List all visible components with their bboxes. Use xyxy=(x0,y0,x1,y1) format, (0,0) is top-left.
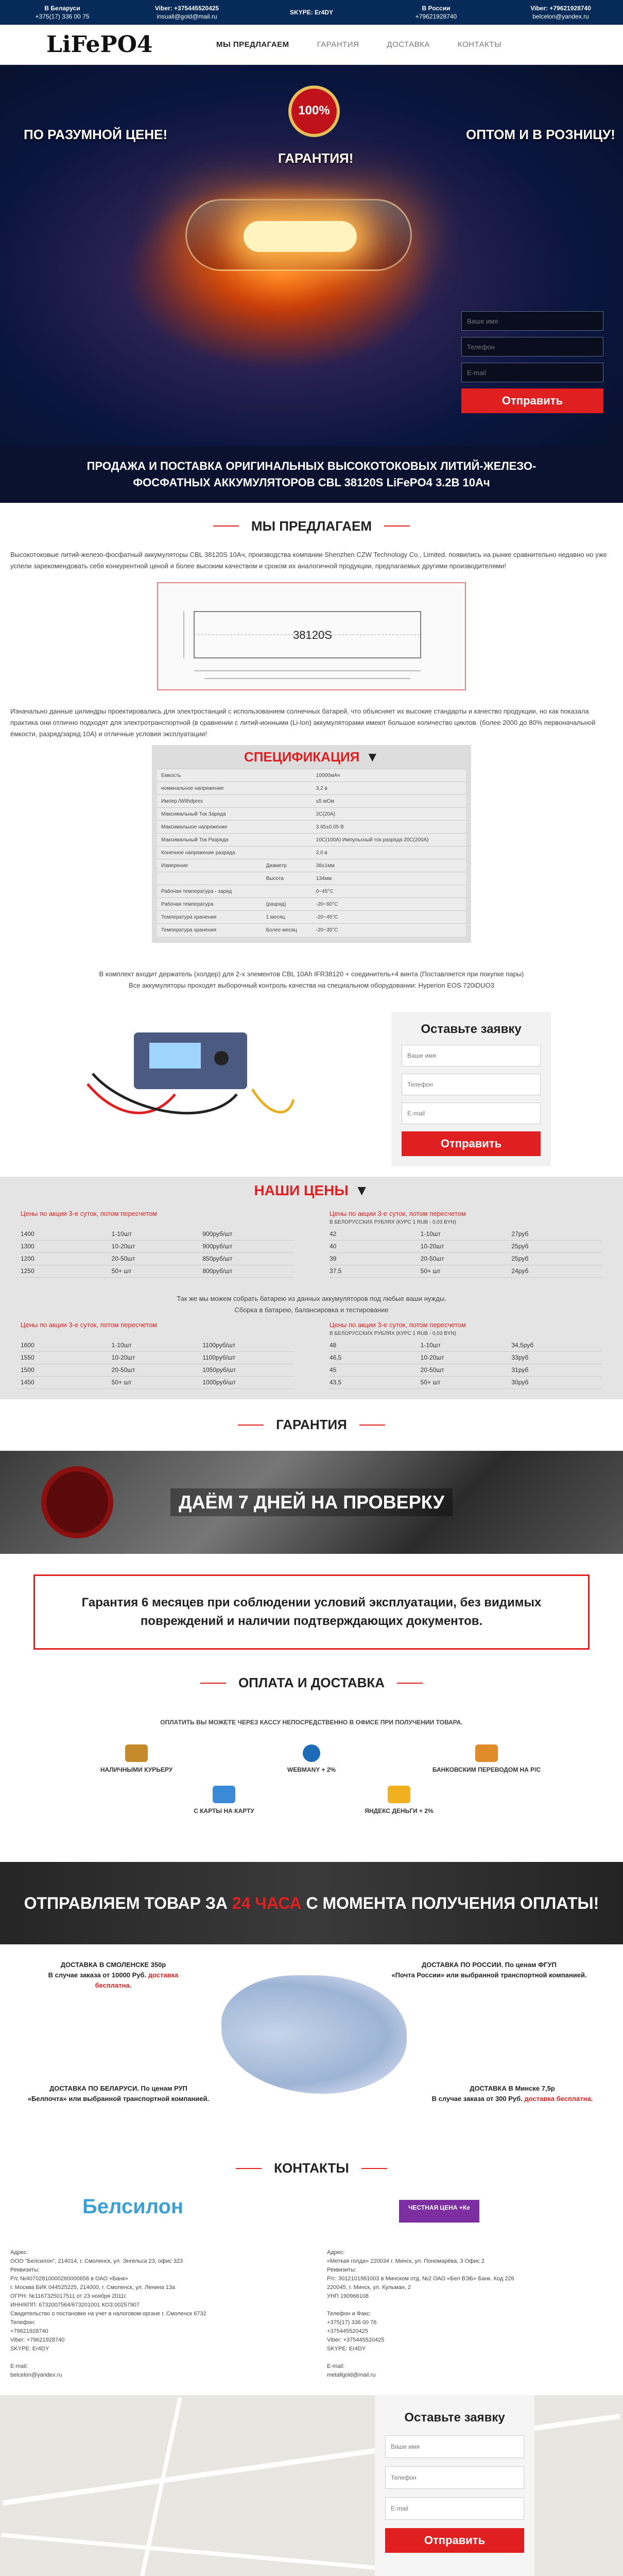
price-cell: 1200 xyxy=(21,1255,34,1262)
delivery-smolensk xyxy=(36,1960,191,1991)
price-cell: 20-50шт xyxy=(420,1255,444,1262)
price-row xyxy=(21,1364,293,1377)
spec-header xyxy=(152,745,471,769)
form-title: Оставьте заявку xyxy=(404,2410,505,2425)
price-cell: 20-50шт xyxy=(111,1255,135,1262)
charger-icon xyxy=(72,1012,299,1130)
price-cell: 39 xyxy=(330,1255,337,1262)
payment-label: БАНКОВСКИМ ПЕРЕВОДОМ НА Р/С xyxy=(432,1766,541,1773)
section-title-text: ОПЛАТА И ДОСТАВКА xyxy=(238,1675,385,1690)
price-cell: 1-10шт xyxy=(111,1342,132,1349)
prices-title: НАШИ ЦЕНЫ xyxy=(254,1182,349,1198)
price-cell: 1050руб/шт xyxy=(202,1366,236,1374)
prices-header xyxy=(0,1177,623,1205)
svg-text:38120S: 38120S xyxy=(293,629,332,641)
spec-cell: Импер./Withdpres xyxy=(157,795,262,808)
contact-line: +79621928740 xyxy=(415,13,457,20)
price-cell: 900руб/шт xyxy=(202,1243,233,1250)
offer-paragraph-2: Изначально данные цилиндры проектировались для электростанций с использованием солнечных батарей, что объясняет их высокие стандарты и качество продукции, но как показала практика они отлично подходят для электротранспортной (в сравнении с литий-ионными (Li-Ion) аккумуляторами имеют большое количество циклов. (более 2000 до 80% первоначальной ёмкости, разряд/заряд 10А) и отличные условия эксплуатации! xyxy=(10,707,596,738)
spec-cell xyxy=(262,808,312,821)
spec-cell: 10C(100A) Импульсный ток разряда 20C(200A) xyxy=(312,834,466,846)
spec-cell: Емкость xyxy=(157,769,262,782)
site-logo[interactable]: LiFePO4 xyxy=(46,31,153,58)
guarantee-badge: 100% xyxy=(288,86,340,137)
contact-belarus xyxy=(0,4,125,21)
spec-row xyxy=(157,898,466,911)
shipping-text xyxy=(24,1892,599,1914)
spec-cell: 1 месяц xyxy=(262,911,312,924)
contact-title: В Беларуси xyxy=(44,5,80,12)
price-cell: 40 xyxy=(330,1243,337,1250)
spec-cell: Температура хранения xyxy=(157,911,262,924)
delivery-line: В случае заказа от 300 Руб. xyxy=(431,2094,523,2103)
contact-viber-by xyxy=(125,4,249,21)
bank-icon xyxy=(475,1744,498,1762)
prices-left-head: Цены по акции 3-е суток, потом пересчетом xyxy=(21,1320,157,1329)
payment-subtitle: ОПЛАТИТЬ ВЫ МОЖЕТЕ ЧЕРЕЗ КАССУ НЕПОСРЕДСТВЕННО В ОФИСЕ ПРИ ПОЛУЧЕНИИ ТОВАРА. xyxy=(160,1718,463,1726)
spec-cell xyxy=(262,821,312,834)
spec-cell: 134мм xyxy=(312,872,466,885)
delivery-line: В случае заказа от 10000 Руб. xyxy=(48,1971,147,1979)
price-cell: 48 xyxy=(330,1342,337,1349)
chevron-down-icon: ▼ xyxy=(354,1182,369,1198)
webmoney-icon xyxy=(303,1744,320,1762)
form-title: Оставьте заявку xyxy=(421,1022,522,1036)
submit-button[interactable]: Отправить xyxy=(402,1131,541,1156)
spec-cell: Максимальный Ток Разряда xyxy=(157,834,262,846)
price-cell: 1100руб/шт xyxy=(202,1342,236,1349)
contacts-brands xyxy=(0,2187,623,2228)
kit-line-2: Все аккумуляторы проходят выборочный контроль качества на специальном оборудовании: Hyperion EOS 720iDUO3 xyxy=(129,981,494,989)
spec-cell: 2,0 в xyxy=(312,846,466,859)
payment-label: С КАРТЫ НА КАРТУ xyxy=(194,1807,254,1815)
price-row xyxy=(330,1364,602,1377)
prices-table-2 xyxy=(0,1321,623,1389)
prices-right-2 xyxy=(330,1321,602,1389)
price-row xyxy=(21,1340,293,1352)
spec-cell: -20~60°C xyxy=(312,898,466,911)
price-cell: 25руб xyxy=(511,1255,529,1262)
price-cell: 1600 xyxy=(21,1342,34,1349)
spec-row xyxy=(157,808,466,821)
top-contact-bar xyxy=(0,0,623,25)
spec-row xyxy=(157,859,466,872)
contacts-section-title xyxy=(0,2150,623,2187)
prices-right-head-text: Цены по акции 3-е суток, потом пересчетом xyxy=(330,1209,466,1217)
price-row xyxy=(330,1352,602,1364)
hero-banner xyxy=(0,65,623,446)
prices-left xyxy=(21,1210,293,1278)
hero-email-input[interactable] xyxy=(461,363,603,382)
spec-title: СПЕЦИФИКАЦИЯ xyxy=(244,749,360,765)
spec-cell: Рабочая температура - заряд xyxy=(157,885,262,898)
chevron-down-icon: ▼ xyxy=(366,749,379,765)
prices-left-2 xyxy=(21,1321,293,1389)
spec-cell xyxy=(262,885,312,898)
section-title-text: МЫ ПРЕДЛАГАЕМ xyxy=(251,518,372,534)
delivery-title: ДОСТАВКА ПО РОССИИ. По ценам ФГУП xyxy=(422,1960,557,1969)
price-cell: 24руб xyxy=(511,1267,529,1275)
spec-cell: номинальное напряжение xyxy=(157,782,262,795)
spec-cell: Температура хранения xyxy=(157,924,262,937)
payment-card xyxy=(136,1780,312,1821)
spec-row xyxy=(157,872,466,885)
spec-cell: Диаметр xyxy=(262,859,312,872)
price-cell: 34,5руб xyxy=(511,1342,534,1349)
hero-submit-button[interactable]: Отправить xyxy=(461,388,603,413)
price-cell: 900руб/шт xyxy=(202,1230,233,1238)
price-row xyxy=(21,1377,293,1389)
price-row xyxy=(21,1352,293,1364)
card-icon xyxy=(213,1786,235,1803)
price-cell: 42 xyxy=(330,1230,337,1238)
spec-row xyxy=(157,834,466,846)
hero-left-title: ПО РАЗУМНОЙ ЦЕНЕ! xyxy=(24,127,168,142)
technical-drawing-icon xyxy=(158,583,465,689)
nav-item-delivery[interactable]: ДОСТАВКА xyxy=(387,40,430,49)
hero-name-input[interactable] xyxy=(461,311,603,331)
price-cell: 20-50шт xyxy=(420,1366,444,1374)
contact-russia xyxy=(374,4,498,21)
section-title-text: КОНТАКТЫ xyxy=(274,2160,349,2176)
prices-table-1 xyxy=(0,1210,623,1278)
price-cell: 25руб xyxy=(511,1243,529,1250)
price-cell: 10-20шт xyxy=(420,1354,444,1361)
contact-line: +375(17) 336 00 75 xyxy=(35,13,90,20)
email-input[interactable] xyxy=(385,2497,524,2520)
spec-cell: 0~45°C xyxy=(312,885,466,898)
name-input[interactable] xyxy=(402,1045,541,1066)
charger-image xyxy=(72,1012,299,1130)
price-cell: 20-50шт xyxy=(111,1366,135,1374)
delivery-title: ДОСТАВКА В Минске 7,5р xyxy=(470,2084,555,2092)
contacts-left: Адрес: ООО "Белсилон", 214014, г. Смоленск, ул. Энгельса 23, офис 323 Реквизиты: Р/с №40702810000260000656 в ОАО «Банк» г. Москва БИК 044525225, 214000, г. Смоленск, ул. Ленина 13а ОГРН: №1167325017511 от 23 ноября 2011г. ИНН/КПП: 6732007564/673201001 КОЗ:00257907 Свидетельство о постановке на учет в налоговом органе г. Смоленск 6732 Телефон: +79621928740 Viber: +79621928740 SKYPE: Er4DY E-mail: belcelon@yandex.ru xyxy=(10,2249,206,2378)
contact-title: Viber: +375445520425 xyxy=(154,5,219,12)
delivery-russia xyxy=(360,1960,618,1980)
hero-right-title: ОПТОМ И В РОЗНИЦУ! xyxy=(466,127,615,142)
price-cell: 10-20шт xyxy=(111,1243,135,1250)
delivery-title: ДОСТАВКА В СМОЛЕНСКЕ 350р xyxy=(60,1960,166,1969)
prices-section xyxy=(0,1177,623,1399)
hero-phone-input[interactable] xyxy=(461,337,603,357)
delivery-map xyxy=(0,1944,623,2150)
price-cell: 31руб xyxy=(511,1366,529,1374)
submit-button[interactable]: Отправить xyxy=(385,2528,524,2553)
price-cell: 1000руб/шт xyxy=(202,1379,236,1386)
spec-rows xyxy=(157,769,466,937)
contact-line[interactable]: insuall@gold@mail.ru xyxy=(157,13,217,20)
spec-cell xyxy=(262,782,312,795)
spec-cell: 3.65±0.05 В xyxy=(312,821,466,834)
price-cell: 850руб/шт xyxy=(202,1255,233,1262)
price-row xyxy=(21,1241,293,1253)
guarantee-banner-text: ДАЁМ 7 ДНЕЙ НА ПРОВЕРКУ xyxy=(170,1488,453,1516)
spec-row xyxy=(157,885,466,898)
prices-note-2: Сборка в батарею, балансировка и тестирование xyxy=(234,1306,389,1314)
spec-row xyxy=(157,769,466,782)
bottom-map[interactable] xyxy=(0,2395,623,2576)
price-row xyxy=(330,1265,602,1278)
delivery-line: «Почта России» или выбранной транспортной компанией. xyxy=(391,1971,587,1979)
payment-label: WEBMANY + 2% xyxy=(287,1766,336,1773)
spec-row xyxy=(157,782,466,795)
nav-item-contacts[interactable]: КОНТАКТЫ xyxy=(457,40,501,49)
spec-cell: 10000мАч xyxy=(312,769,466,782)
price-cell: 43,5 xyxy=(330,1379,342,1386)
price-cell: 50+ шт xyxy=(111,1379,132,1386)
battery-image xyxy=(185,199,412,271)
price-logo-wrap xyxy=(312,2187,623,2228)
price-cell: 50+ шт xyxy=(111,1267,132,1275)
delivery-belarus xyxy=(21,2083,216,2104)
spec-cell: Конечное напряжение разряда xyxy=(157,846,262,859)
prices-right-head-text: Цены по акции 3-е суток, потом пересчетом xyxy=(330,1320,466,1329)
prices-right-head xyxy=(330,1321,602,1340)
shipping-pre: ОТПРАВЛЯЕМ ТОВАР ЗА xyxy=(24,1893,228,1912)
delivery-line: «Белпочта» или выбранной транспортной компанией. xyxy=(27,2094,210,2103)
price-row xyxy=(330,1377,602,1389)
spec-cell xyxy=(157,872,262,885)
contact-skype xyxy=(249,8,374,16)
payment-cash xyxy=(49,1738,224,1780)
hero-center-title: ГАРАНТИЯ! xyxy=(278,150,354,166)
shipping-post: С МОМЕНТА ПОЛУЧЕНИЯ ОПЛАТЫ! xyxy=(306,1893,599,1912)
spec-cell xyxy=(262,846,312,859)
price-cell: 45 xyxy=(330,1366,337,1374)
price-cell: 1400 xyxy=(21,1230,34,1238)
price-cell: 1-10шт xyxy=(111,1230,132,1238)
yandex-money-icon xyxy=(388,1786,410,1803)
price-row xyxy=(21,1228,293,1241)
section-title-text: ГАРАНТИЯ xyxy=(276,1417,347,1432)
spec-row xyxy=(157,924,466,937)
contact-title: Viber: +79621928740 xyxy=(530,5,591,12)
contact-title: В России xyxy=(422,5,451,12)
delivery-free: доставка бесплатна. xyxy=(524,2094,593,2103)
price-cell: 37.5 xyxy=(330,1267,342,1275)
price-cell: 1500 xyxy=(21,1366,34,1374)
main-navbar xyxy=(0,25,623,65)
prices-left-head: Цены по акции 3-е суток, потом пересчетом xyxy=(21,1209,157,1217)
warranty-box: Гарантия 6 месяцев при соблюдении условий эксплуатации, без видимых повреждений и наличии подтверждающих документов. xyxy=(33,1574,590,1650)
contacts-right: Адрес: «Меткая голда» 220034 г. Минск, ул. Пономарёва, 3 Офис 2 Реквизиты: Р/с: 3012101981003 в Минском отд. №2 ОАО «Бел ВЭБ» Банк. Код 226 220045, г. Минск, ул. Кульман, 2 УНП 190966108 Телефон и Факс: +375(17) 336 00 76 +375445520425 Viber: +375445520425 SKYPE: Er4DY E-mail: metallgold@mail.ru xyxy=(327,2249,514,2378)
price-cell: 1100руб/шт xyxy=(202,1354,236,1361)
spec-cell: Измерение xyxy=(157,859,262,872)
contact-line[interactable]: belcelon@yandex.ru xyxy=(532,13,589,20)
prices-right-head xyxy=(330,1210,602,1228)
guarantee-banner xyxy=(0,1451,623,1554)
spec-row xyxy=(157,846,466,859)
price-row xyxy=(330,1228,602,1241)
belcelon-logo-wrap xyxy=(0,2187,312,2228)
spec-cell: (разряд) xyxy=(262,898,312,911)
specification-table xyxy=(152,745,471,943)
spec-cell: -20~45°C xyxy=(312,911,466,924)
spec-cell: 38±1мм xyxy=(312,859,466,872)
shipping-hours: 24 ЧАСА xyxy=(232,1893,302,1912)
price-cell: 1550 xyxy=(21,1354,34,1361)
spec-cell xyxy=(262,834,312,846)
name-input[interactable] xyxy=(385,2435,524,2458)
spec-cell: 3,2 в xyxy=(312,782,466,795)
price-cell: 1250 xyxy=(21,1267,34,1275)
price-cell: 50+ шт xyxy=(420,1267,441,1275)
shipping-banner xyxy=(0,1862,623,1944)
price-cell: 1-10шт xyxy=(420,1342,441,1349)
battery-drawing xyxy=(157,582,466,690)
delivery-title: ДОСТАВКА ПО БЕЛАРУСИ. По ценам РУП xyxy=(49,2084,187,2092)
price-cell: 10-20шт xyxy=(111,1354,135,1361)
payment-label: НАЛИЧНЫМИ КУРЬЕРУ xyxy=(100,1766,173,1773)
map-image xyxy=(221,1975,407,2094)
payment-methods xyxy=(0,1738,623,1821)
spec-cell: Высота xyxy=(262,872,312,885)
payment-section-title xyxy=(0,1650,623,1717)
spec-row xyxy=(157,795,466,808)
fair-price-logo: ЧЕСТНАЯ ЦЕНА +Кe xyxy=(399,2200,479,2223)
payment-yandex xyxy=(312,1780,487,1821)
delivery-free: доставка бесплатна. xyxy=(95,1971,179,1989)
cash-icon xyxy=(125,1744,148,1762)
price-row xyxy=(330,1253,602,1265)
belcelon-logo: Белсилон xyxy=(82,2195,184,2218)
phone-input[interactable] xyxy=(385,2466,524,2489)
payment-label: ЯНДЕКС ДЕНЬГИ + 2% xyxy=(365,1807,434,1815)
spec-cell xyxy=(262,769,312,782)
request-form xyxy=(391,1012,551,1166)
contact-title: SKYPE: Er4DY xyxy=(289,9,334,16)
price-cell: 1300 xyxy=(21,1243,34,1250)
payment-webmoney xyxy=(224,1738,399,1780)
guarantee-section-title xyxy=(0,1399,623,1451)
spec-cell: Максимальный Ток Заряда xyxy=(157,808,262,821)
price-cell: 1450 xyxy=(21,1379,34,1386)
price-cell: 46,5 xyxy=(330,1354,342,1361)
price-cell: 27руб xyxy=(511,1230,529,1238)
phone-input[interactable] xyxy=(402,1074,541,1095)
price-row xyxy=(21,1265,293,1278)
spec-cell xyxy=(262,795,312,808)
contact-viber-ru xyxy=(498,4,623,21)
spec-cell: 2C(20A) xyxy=(312,808,466,821)
offer-paragraph-1: Высокотоковые литий-железо-фосфатный аккумуляторы CBL 38120S 10Ач, производства компании Shenzhen CZW Technology Co., Limited. появились на рынке сравнительно недавно но уже успели зарекомендовать себя конкурентной ценой и более высоким качеством и сроком их аналогичной продукции, предлагаемых другими производителями! xyxy=(10,551,607,570)
stamp-icon xyxy=(41,1466,113,1538)
contacts-details xyxy=(0,2248,623,2380)
hero-caption: ПРОДАЖА И ПОСТАВКА ОРИГИНАЛЬНЫХ ВЫСОКОТОКОВЫХ ЛИТИЙ-ЖЕЛЕЗО-ФОСФАТНЫХ АККУМУЛЯТОРОВ CBL 38120S LiFePO4 3.2В 10Ач xyxy=(0,446,623,503)
spec-row xyxy=(157,911,466,924)
price-cell: 50+ шт xyxy=(420,1379,441,1386)
spec-cell: Максимальное напряжение xyxy=(157,821,262,834)
nav-menu xyxy=(216,40,501,49)
price-cell: 33руб xyxy=(511,1354,529,1361)
hero-request-form xyxy=(461,311,603,413)
kit-line-1: В комплект входит держатель (холдер) для 2-х элементов CBL 10Ah IFR38120 + соединитель+4 винта (Поставляется при покупке пары) xyxy=(99,970,524,978)
spec-cell: -20~35°C xyxy=(312,924,466,937)
spec-cell: Рабочая температура xyxy=(157,898,262,911)
email-input[interactable] xyxy=(402,1103,541,1124)
offer-section-title xyxy=(0,503,623,549)
spec-cell: ≤5 мОм xyxy=(312,795,466,808)
price-cell: 1-10шт xyxy=(420,1230,441,1238)
price-row xyxy=(330,1340,602,1352)
payment-bank xyxy=(399,1738,574,1780)
bottom-request-form xyxy=(375,2395,534,2576)
spec-row xyxy=(157,821,466,834)
price-row xyxy=(21,1253,293,1265)
price-row xyxy=(330,1241,602,1253)
price-cell: 30руб xyxy=(511,1379,529,1386)
prices-right-sub: В БЕЛОРУССКИХ РУБЛЯХ (КУРС 1 RUB - 0,03 BYN) xyxy=(330,1330,456,1336)
nav-item-guarantee[interactable]: ГАРАНТИЯ xyxy=(317,40,359,49)
price-cell: 10-20шт xyxy=(420,1243,444,1250)
price-cell: 800руб/шт xyxy=(202,1267,233,1275)
product-and-form xyxy=(0,991,623,1166)
spec-cell: Более месяц xyxy=(262,924,312,937)
delivery-minsk xyxy=(427,2083,597,2104)
nav-item-offer[interactable]: МЫ ПРЕДЛАГАЕМ xyxy=(216,40,289,49)
prices-right xyxy=(330,1210,602,1278)
prices-note-1: Так же мы можем собрать батарею из данных аккумуляторов под любые ваши нужды. xyxy=(177,1294,446,1302)
prices-right-sub: В БЕЛОРУССКИХ РУБЛЯХ (КУРС 1 RUB - 0,03 BYN) xyxy=(330,1219,456,1225)
